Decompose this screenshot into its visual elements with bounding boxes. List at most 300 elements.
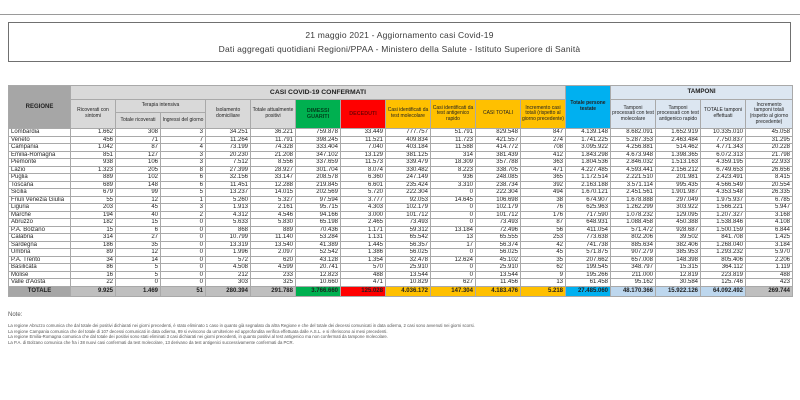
value-cell: 223.819 bbox=[701, 271, 746, 279]
value-cell: 5.327 bbox=[251, 196, 296, 204]
table-row bbox=[9, 189, 793, 197]
table-row bbox=[9, 181, 793, 189]
value-cell: 3.777 bbox=[341, 196, 386, 204]
value-cell: 907.279 bbox=[611, 249, 656, 257]
value-cell: 570 bbox=[341, 264, 386, 272]
header-incremento-tamponi: Incremento tamponi totali (rispetto al giorno precedente) bbox=[746, 100, 793, 129]
value-cell: 201.981 bbox=[656, 174, 701, 182]
report-date-title: 21 maggio 2021 - Aggiornamento casi Covid-19 bbox=[305, 30, 494, 40]
value-cell: 3.310 bbox=[431, 181, 476, 189]
value-cell: 5.633 bbox=[206, 219, 251, 227]
value-cell: 11.264 bbox=[206, 136, 251, 144]
value-cell: 51.791 bbox=[431, 129, 476, 137]
value-cell: 5.260 bbox=[206, 196, 251, 204]
value-cell: 333.404 bbox=[296, 144, 341, 152]
value-cell: 13 bbox=[521, 279, 566, 287]
value-cell: 571.875 bbox=[566, 249, 611, 257]
value-cell: 5 bbox=[116, 264, 161, 272]
value-cell: 1.171 bbox=[341, 226, 386, 234]
value-cell: 13.544 bbox=[476, 271, 521, 279]
value-cell: 195.266 bbox=[566, 271, 611, 279]
value-cell: 4.227.485 bbox=[566, 166, 611, 174]
value-cell: 494 bbox=[521, 189, 566, 197]
header-tamponi-molecolare: Tamponi processati con test molecolare bbox=[611, 100, 656, 129]
value-cell: 8.682.091 bbox=[611, 129, 656, 137]
value-cell: 572 bbox=[206, 256, 251, 264]
value-cell: 33.147 bbox=[251, 174, 296, 182]
region-cell: Campania bbox=[9, 144, 71, 152]
value-cell: 0 bbox=[161, 226, 206, 234]
value-cell: 365 bbox=[521, 174, 566, 182]
value-cell: 5.947 bbox=[746, 204, 793, 212]
value-cell: 3 bbox=[161, 129, 206, 137]
value-cell: 235.424 bbox=[386, 181, 431, 189]
value-cell: 13.544 bbox=[386, 271, 431, 279]
value-cell: 10.335.010 bbox=[701, 129, 746, 137]
value-cell: 73.493 bbox=[476, 219, 521, 227]
value-cell: 11.791 bbox=[251, 136, 296, 144]
table-row bbox=[9, 234, 793, 242]
value-cell: 17 bbox=[431, 241, 476, 249]
value-cell: 889 bbox=[71, 174, 116, 182]
value-cell: 1.469 bbox=[116, 286, 161, 296]
value-cell: 411.054 bbox=[566, 226, 611, 234]
value-cell: 423 bbox=[746, 279, 793, 287]
value-cell: 2.206 bbox=[746, 256, 793, 264]
value-cell: 87 bbox=[521, 219, 566, 227]
value-cell: 31.295 bbox=[746, 136, 793, 144]
header-tamponi-antigenico: Tamponi processati con test antigenico rapido bbox=[656, 100, 701, 129]
value-cell: 1.386 bbox=[341, 249, 386, 257]
header-guariti: DIMESSI GUARITI bbox=[296, 100, 341, 129]
value-cell: 0 bbox=[161, 241, 206, 249]
value-cell: 65.555 bbox=[476, 234, 521, 242]
totale-row bbox=[9, 286, 793, 296]
value-cell: 4.303 bbox=[341, 204, 386, 212]
value-cell: 247.149 bbox=[386, 174, 431, 182]
value-cell: 1.398.365 bbox=[656, 151, 701, 159]
value-cell: 11.521 bbox=[341, 136, 386, 144]
value-cell: 2.097 bbox=[251, 249, 296, 257]
value-cell: 1.975.937 bbox=[701, 196, 746, 204]
table-row bbox=[9, 249, 793, 257]
value-cell: 56.357 bbox=[386, 241, 431, 249]
region-cell: Marche bbox=[9, 211, 71, 219]
value-cell: 488 bbox=[746, 271, 793, 279]
value-cell: 5.218 bbox=[521, 286, 566, 296]
value-cell: 72.496 bbox=[476, 226, 521, 234]
value-cell: 25.910 bbox=[476, 264, 521, 272]
value-cell: 222.304 bbox=[476, 189, 521, 197]
value-cell: 4.546 bbox=[251, 211, 296, 219]
value-cell: 2.221.510 bbox=[611, 174, 656, 182]
header-casi-molecolare: Casi identificati da test molecolare bbox=[386, 100, 431, 129]
value-cell: 0 bbox=[431, 249, 476, 257]
header-terapia-ingressi: Ingressi del giorno bbox=[161, 113, 206, 129]
value-cell: 928.687 bbox=[656, 226, 701, 234]
value-cell: 102 bbox=[116, 174, 161, 182]
value-cell: 207.662 bbox=[566, 256, 611, 264]
value-cell: 13.129 bbox=[341, 151, 386, 159]
value-cell: 1.078.232 bbox=[611, 211, 656, 219]
value-cell: 38 bbox=[521, 196, 566, 204]
value-cell: 4.256.881 bbox=[611, 144, 656, 152]
region-cell: Molise bbox=[9, 271, 71, 279]
value-cell: 32.156 bbox=[206, 174, 251, 182]
value-cell: 4.508 bbox=[206, 264, 251, 272]
value-cell: 11.573 bbox=[341, 159, 386, 167]
value-cell: 0 bbox=[161, 219, 206, 227]
value-cell: 1.678.888 bbox=[611, 196, 656, 204]
value-cell: 102.179 bbox=[386, 204, 431, 212]
value-cell: 8 bbox=[161, 166, 206, 174]
table-header bbox=[9, 86, 793, 129]
value-cell: 829.548 bbox=[476, 129, 521, 137]
note-line: La regione Campania comunica che del totale di 107 decessi comunicati in data odierna, 89 si evincono da un'ulteriore ed approfondita verifica effettuata dalle A.S.L. e si riferiscono ai mesi precedenti. bbox=[8, 328, 388, 334]
value-cell: 101.712 bbox=[476, 211, 521, 219]
value-cell: 1.500.159 bbox=[701, 226, 746, 234]
notes-section bbox=[8, 312, 788, 345]
value-cell: 10.660 bbox=[296, 279, 341, 287]
notes-title: Note: bbox=[8, 312, 23, 318]
value-cell: 55 bbox=[71, 196, 116, 204]
region-cell: Lombardia bbox=[9, 129, 71, 137]
value-cell: 1.042 bbox=[71, 144, 116, 152]
value-cell: 2.451.561 bbox=[611, 189, 656, 197]
value-cell: 56.025 bbox=[476, 249, 521, 257]
value-cell: 348.797 bbox=[611, 264, 656, 272]
value-cell: 269.744 bbox=[746, 286, 793, 296]
value-cell: 1.293.232 bbox=[701, 249, 746, 257]
value-cell: 347.102 bbox=[296, 151, 341, 159]
value-cell: 43.128 bbox=[296, 256, 341, 264]
covid-table bbox=[8, 85, 793, 297]
value-cell: 274 bbox=[521, 136, 566, 144]
value-cell: 51 bbox=[161, 286, 206, 296]
notes-list bbox=[8, 323, 788, 345]
value-cell: 0 bbox=[161, 264, 206, 272]
value-cell: 13.184 bbox=[431, 226, 476, 234]
value-cell: 8.415 bbox=[746, 174, 793, 182]
value-cell: 2.161 bbox=[251, 204, 296, 212]
value-cell: 337.659 bbox=[296, 159, 341, 167]
table-row bbox=[9, 226, 793, 234]
header-casi-antigenico: Casi identificati da test antigenico rapido bbox=[431, 100, 476, 129]
value-cell: 13.540 bbox=[251, 241, 296, 249]
value-cell: 35 bbox=[116, 241, 161, 249]
value-cell: 48.170.366 bbox=[611, 286, 656, 296]
value-cell: 488 bbox=[341, 271, 386, 279]
region-cell: Puglia bbox=[9, 174, 71, 182]
value-cell: 106.698 bbox=[476, 196, 521, 204]
value-cell: 620 bbox=[251, 256, 296, 264]
value-cell: 125.746 bbox=[701, 279, 746, 287]
value-cell: 450.388 bbox=[656, 219, 701, 227]
value-cell: 233 bbox=[251, 271, 296, 279]
note-line: La regione Emilia-Romagna comunica che dal totale dei positivi sono stati eliminati 3 casi dichiarati nei giorni precedenti, in quanto positivi al test antigenico ma non confermati da tampone molecolare. bbox=[8, 334, 389, 340]
value-cell: 6 bbox=[161, 181, 206, 189]
value-cell: 4.108 bbox=[746, 219, 793, 227]
value-cell: 1.119 bbox=[746, 264, 793, 272]
value-cell: 741.738 bbox=[566, 241, 611, 249]
value-cell: 4.566.549 bbox=[701, 181, 746, 189]
value-cell: 21.208 bbox=[251, 151, 296, 159]
value-cell: 26.335 bbox=[746, 189, 793, 197]
value-cell: 5.720 bbox=[341, 189, 386, 197]
header-terapia-totale: Totale ricoverati bbox=[116, 113, 161, 129]
value-cell: 936 bbox=[431, 174, 476, 182]
header-casi-totali: CASI TOTALI bbox=[476, 100, 521, 129]
value-cell: 92.053 bbox=[386, 196, 431, 204]
value-cell: 22 bbox=[71, 279, 116, 287]
value-cell: 6.749.653 bbox=[701, 166, 746, 174]
value-cell: 1.741.225 bbox=[566, 136, 611, 144]
table-row bbox=[9, 279, 793, 287]
header-tamponi-band: TAMPONI bbox=[611, 86, 793, 100]
value-cell: 52.542 bbox=[296, 249, 341, 257]
value-cell: 381.439 bbox=[476, 151, 521, 159]
value-cell: 194 bbox=[71, 211, 116, 219]
value-cell: 13.237 bbox=[206, 189, 251, 197]
value-cell: 186 bbox=[71, 241, 116, 249]
value-cell: 851 bbox=[71, 151, 116, 159]
value-cell: 45.058 bbox=[746, 129, 793, 137]
value-cell: 5 bbox=[161, 189, 206, 197]
value-cell: 33.449 bbox=[341, 129, 386, 137]
header-tamponi-totale: TOTALE tamponi effettuati bbox=[701, 100, 746, 129]
value-cell: 182 bbox=[71, 219, 116, 227]
value-cell: 97.594 bbox=[296, 196, 341, 204]
table-row bbox=[9, 166, 793, 174]
value-cell: 5.970 bbox=[746, 249, 793, 257]
value-cell: 205 bbox=[116, 166, 161, 174]
value-cell: 12 bbox=[116, 249, 161, 257]
value-cell: 129.095 bbox=[656, 211, 701, 219]
value-cell: 297.049 bbox=[656, 196, 701, 204]
value-cell: 1.425 bbox=[746, 234, 793, 242]
value-cell: 2.163.188 bbox=[566, 181, 611, 189]
value-cell: 1.901.987 bbox=[656, 189, 701, 197]
value-cell: 1.662 bbox=[71, 129, 116, 137]
header-attualmente-positivi: Totale attualmente positivi bbox=[251, 100, 296, 129]
value-cell: 759.878 bbox=[296, 129, 341, 137]
value-cell: 773.638 bbox=[566, 234, 611, 242]
value-cell: 20.230 bbox=[206, 151, 251, 159]
region-cell: Basilicata bbox=[9, 264, 71, 272]
value-cell: 73.493 bbox=[386, 219, 431, 227]
value-cell: 4.599 bbox=[251, 264, 296, 272]
value-cell: 392 bbox=[521, 181, 566, 189]
value-cell: 841.708 bbox=[701, 234, 746, 242]
value-cell: 35 bbox=[521, 256, 566, 264]
value-cell: 45 bbox=[116, 204, 161, 212]
value-cell: 414.772 bbox=[476, 144, 521, 152]
value-cell: 291.788 bbox=[251, 286, 296, 296]
table-row bbox=[9, 271, 793, 279]
value-cell: 0 bbox=[431, 271, 476, 279]
table-row bbox=[9, 256, 793, 264]
value-cell: 15 bbox=[71, 226, 116, 234]
value-cell: 15 bbox=[116, 219, 161, 227]
value-cell: 2 bbox=[161, 211, 206, 219]
value-cell: 4.771.343 bbox=[701, 144, 746, 152]
value-cell: 385.953 bbox=[656, 249, 701, 257]
value-cell: 885.634 bbox=[611, 241, 656, 249]
value-cell: 14.015 bbox=[251, 189, 296, 197]
value-cell: 1.131 bbox=[341, 234, 386, 242]
value-cell: 1.207.327 bbox=[701, 211, 746, 219]
value-cell: 6.360 bbox=[341, 174, 386, 182]
value-cell: 76 bbox=[521, 204, 566, 212]
value-cell: 0 bbox=[161, 234, 206, 242]
value-cell: 28.927 bbox=[251, 166, 296, 174]
value-cell: 42 bbox=[521, 241, 566, 249]
table-row bbox=[9, 211, 793, 219]
value-cell: 5.830 bbox=[251, 219, 296, 227]
table-row bbox=[9, 204, 793, 212]
value-cell: 65.542 bbox=[386, 234, 431, 242]
value-cell: 62 bbox=[521, 264, 566, 272]
value-cell: 8.074 bbox=[341, 166, 386, 174]
value-cell: 199.545 bbox=[566, 264, 611, 272]
value-cell: 421.557 bbox=[476, 136, 521, 144]
value-cell: 1.268.040 bbox=[701, 241, 746, 249]
value-cell: 22.933 bbox=[746, 159, 793, 167]
value-cell: 364.112 bbox=[701, 264, 746, 272]
value-cell: 125.028 bbox=[341, 286, 386, 296]
value-cell: 99 bbox=[116, 189, 161, 197]
value-cell: 176 bbox=[521, 211, 566, 219]
value-cell: 6.785 bbox=[746, 196, 793, 204]
report-subtitle: Dati aggregati quotidiani Regioni/PPAA - Ministero della Salute - Istituto Superiore di Sanità bbox=[218, 44, 581, 54]
value-cell: 657.008 bbox=[611, 256, 656, 264]
value-cell: 339.479 bbox=[386, 159, 431, 167]
value-cell: 382.406 bbox=[656, 241, 701, 249]
value-cell: 94.166 bbox=[296, 211, 341, 219]
value-cell: 2.846.032 bbox=[611, 159, 656, 167]
value-cell: 26.656 bbox=[746, 166, 793, 174]
value-cell: 14.645 bbox=[431, 196, 476, 204]
value-cell: 314 bbox=[71, 234, 116, 242]
value-cell: 16 bbox=[71, 271, 116, 279]
value-cell: 571.472 bbox=[611, 226, 656, 234]
header-persone-testate: Totale persone testate bbox=[566, 86, 611, 129]
value-cell: 56 bbox=[521, 226, 566, 234]
value-cell: 20.554 bbox=[746, 181, 793, 189]
value-cell: 30.584 bbox=[656, 279, 701, 287]
value-cell: 21.798 bbox=[746, 151, 793, 159]
value-cell: 689 bbox=[71, 181, 116, 189]
value-cell: 4.673.948 bbox=[611, 151, 656, 159]
value-cell: 222.304 bbox=[386, 189, 431, 197]
value-cell: 314 bbox=[431, 151, 476, 159]
header-incremento-casi: Incremento casi totali (rispetto al giorno precedente) bbox=[521, 100, 566, 129]
table-row bbox=[9, 174, 793, 182]
value-cell: 15.922.126 bbox=[656, 286, 701, 296]
value-cell: 471 bbox=[521, 166, 566, 174]
value-cell: 71 bbox=[116, 136, 161, 144]
value-cell: 211.000 bbox=[611, 271, 656, 279]
value-cell: 398.245 bbox=[296, 136, 341, 144]
table-row bbox=[9, 129, 793, 137]
value-cell: 4.312 bbox=[206, 211, 251, 219]
value-cell: 95.715 bbox=[296, 204, 341, 212]
value-cell: 679 bbox=[71, 189, 116, 197]
value-cell: 45.102 bbox=[476, 256, 521, 264]
value-cell: 86 bbox=[71, 264, 116, 272]
value-cell: 4.353.548 bbox=[701, 189, 746, 197]
table-row bbox=[9, 159, 793, 167]
value-cell: 27.485.060 bbox=[566, 286, 611, 296]
value-cell: 89 bbox=[71, 249, 116, 257]
value-cell: 25.910 bbox=[386, 264, 431, 272]
value-cell: 6.844 bbox=[746, 226, 793, 234]
value-cell: 2.465 bbox=[341, 219, 386, 227]
value-cell: 3.000 bbox=[341, 211, 386, 219]
region-cell: Umbria bbox=[9, 249, 71, 257]
value-cell: 13 bbox=[431, 234, 476, 242]
value-cell: 4.139.148 bbox=[566, 129, 611, 137]
table-row bbox=[9, 151, 793, 159]
value-cell: 3.095.922 bbox=[566, 144, 611, 152]
value-cell: 0 bbox=[161, 271, 206, 279]
value-cell: 45 bbox=[521, 249, 566, 257]
value-cell: 34.251 bbox=[206, 129, 251, 137]
value-cell: 1.513.163 bbox=[656, 159, 701, 167]
value-cell: 70.436 bbox=[296, 226, 341, 234]
value-cell: 253 bbox=[521, 234, 566, 242]
value-cell: 0 bbox=[431, 219, 476, 227]
region-cell: Abruzzo bbox=[9, 219, 71, 227]
value-cell: 7.750.837 bbox=[701, 136, 746, 144]
value-cell: 0 bbox=[431, 264, 476, 272]
value-cell: 65.198 bbox=[296, 219, 341, 227]
value-cell: 102.179 bbox=[476, 204, 521, 212]
value-cell: 8.556 bbox=[251, 159, 296, 167]
value-cell: 3 bbox=[161, 204, 206, 212]
value-cell: 1.670.121 bbox=[566, 189, 611, 197]
value-cell: 6 bbox=[116, 226, 161, 234]
value-cell: 777.757 bbox=[386, 129, 431, 137]
value-cell: 1.996 bbox=[206, 249, 251, 257]
value-cell: 10.829 bbox=[386, 279, 431, 287]
value-cell: 12.823 bbox=[296, 271, 341, 279]
value-cell: 6 bbox=[161, 174, 206, 182]
value-cell: 514.462 bbox=[656, 144, 701, 152]
value-cell: 7 bbox=[161, 136, 206, 144]
value-cell: 9.925 bbox=[71, 286, 116, 296]
value-cell: 308 bbox=[116, 129, 161, 137]
value-cell: 59.312 bbox=[386, 226, 431, 234]
value-cell: 106 bbox=[116, 159, 161, 167]
value-cell: 674.907 bbox=[566, 196, 611, 204]
header-isolamento: Isolamento domiciliare bbox=[206, 100, 251, 129]
value-cell: 0 bbox=[431, 211, 476, 219]
value-cell: 1.172.514 bbox=[566, 174, 611, 182]
table-row bbox=[9, 264, 793, 272]
value-cell: 471 bbox=[341, 279, 386, 287]
value-cell: 11.456 bbox=[476, 279, 521, 287]
value-cell: 303.922 bbox=[656, 204, 701, 212]
value-cell: 357.788 bbox=[476, 159, 521, 167]
table-body bbox=[9, 129, 793, 297]
value-cell: 403.184 bbox=[386, 144, 431, 152]
covid-table-wrap bbox=[8, 85, 792, 297]
value-cell: 36.221 bbox=[251, 129, 296, 137]
value-cell: 7.040 bbox=[341, 144, 386, 152]
value-cell: 127 bbox=[116, 151, 161, 159]
value-cell: 847 bbox=[521, 129, 566, 137]
